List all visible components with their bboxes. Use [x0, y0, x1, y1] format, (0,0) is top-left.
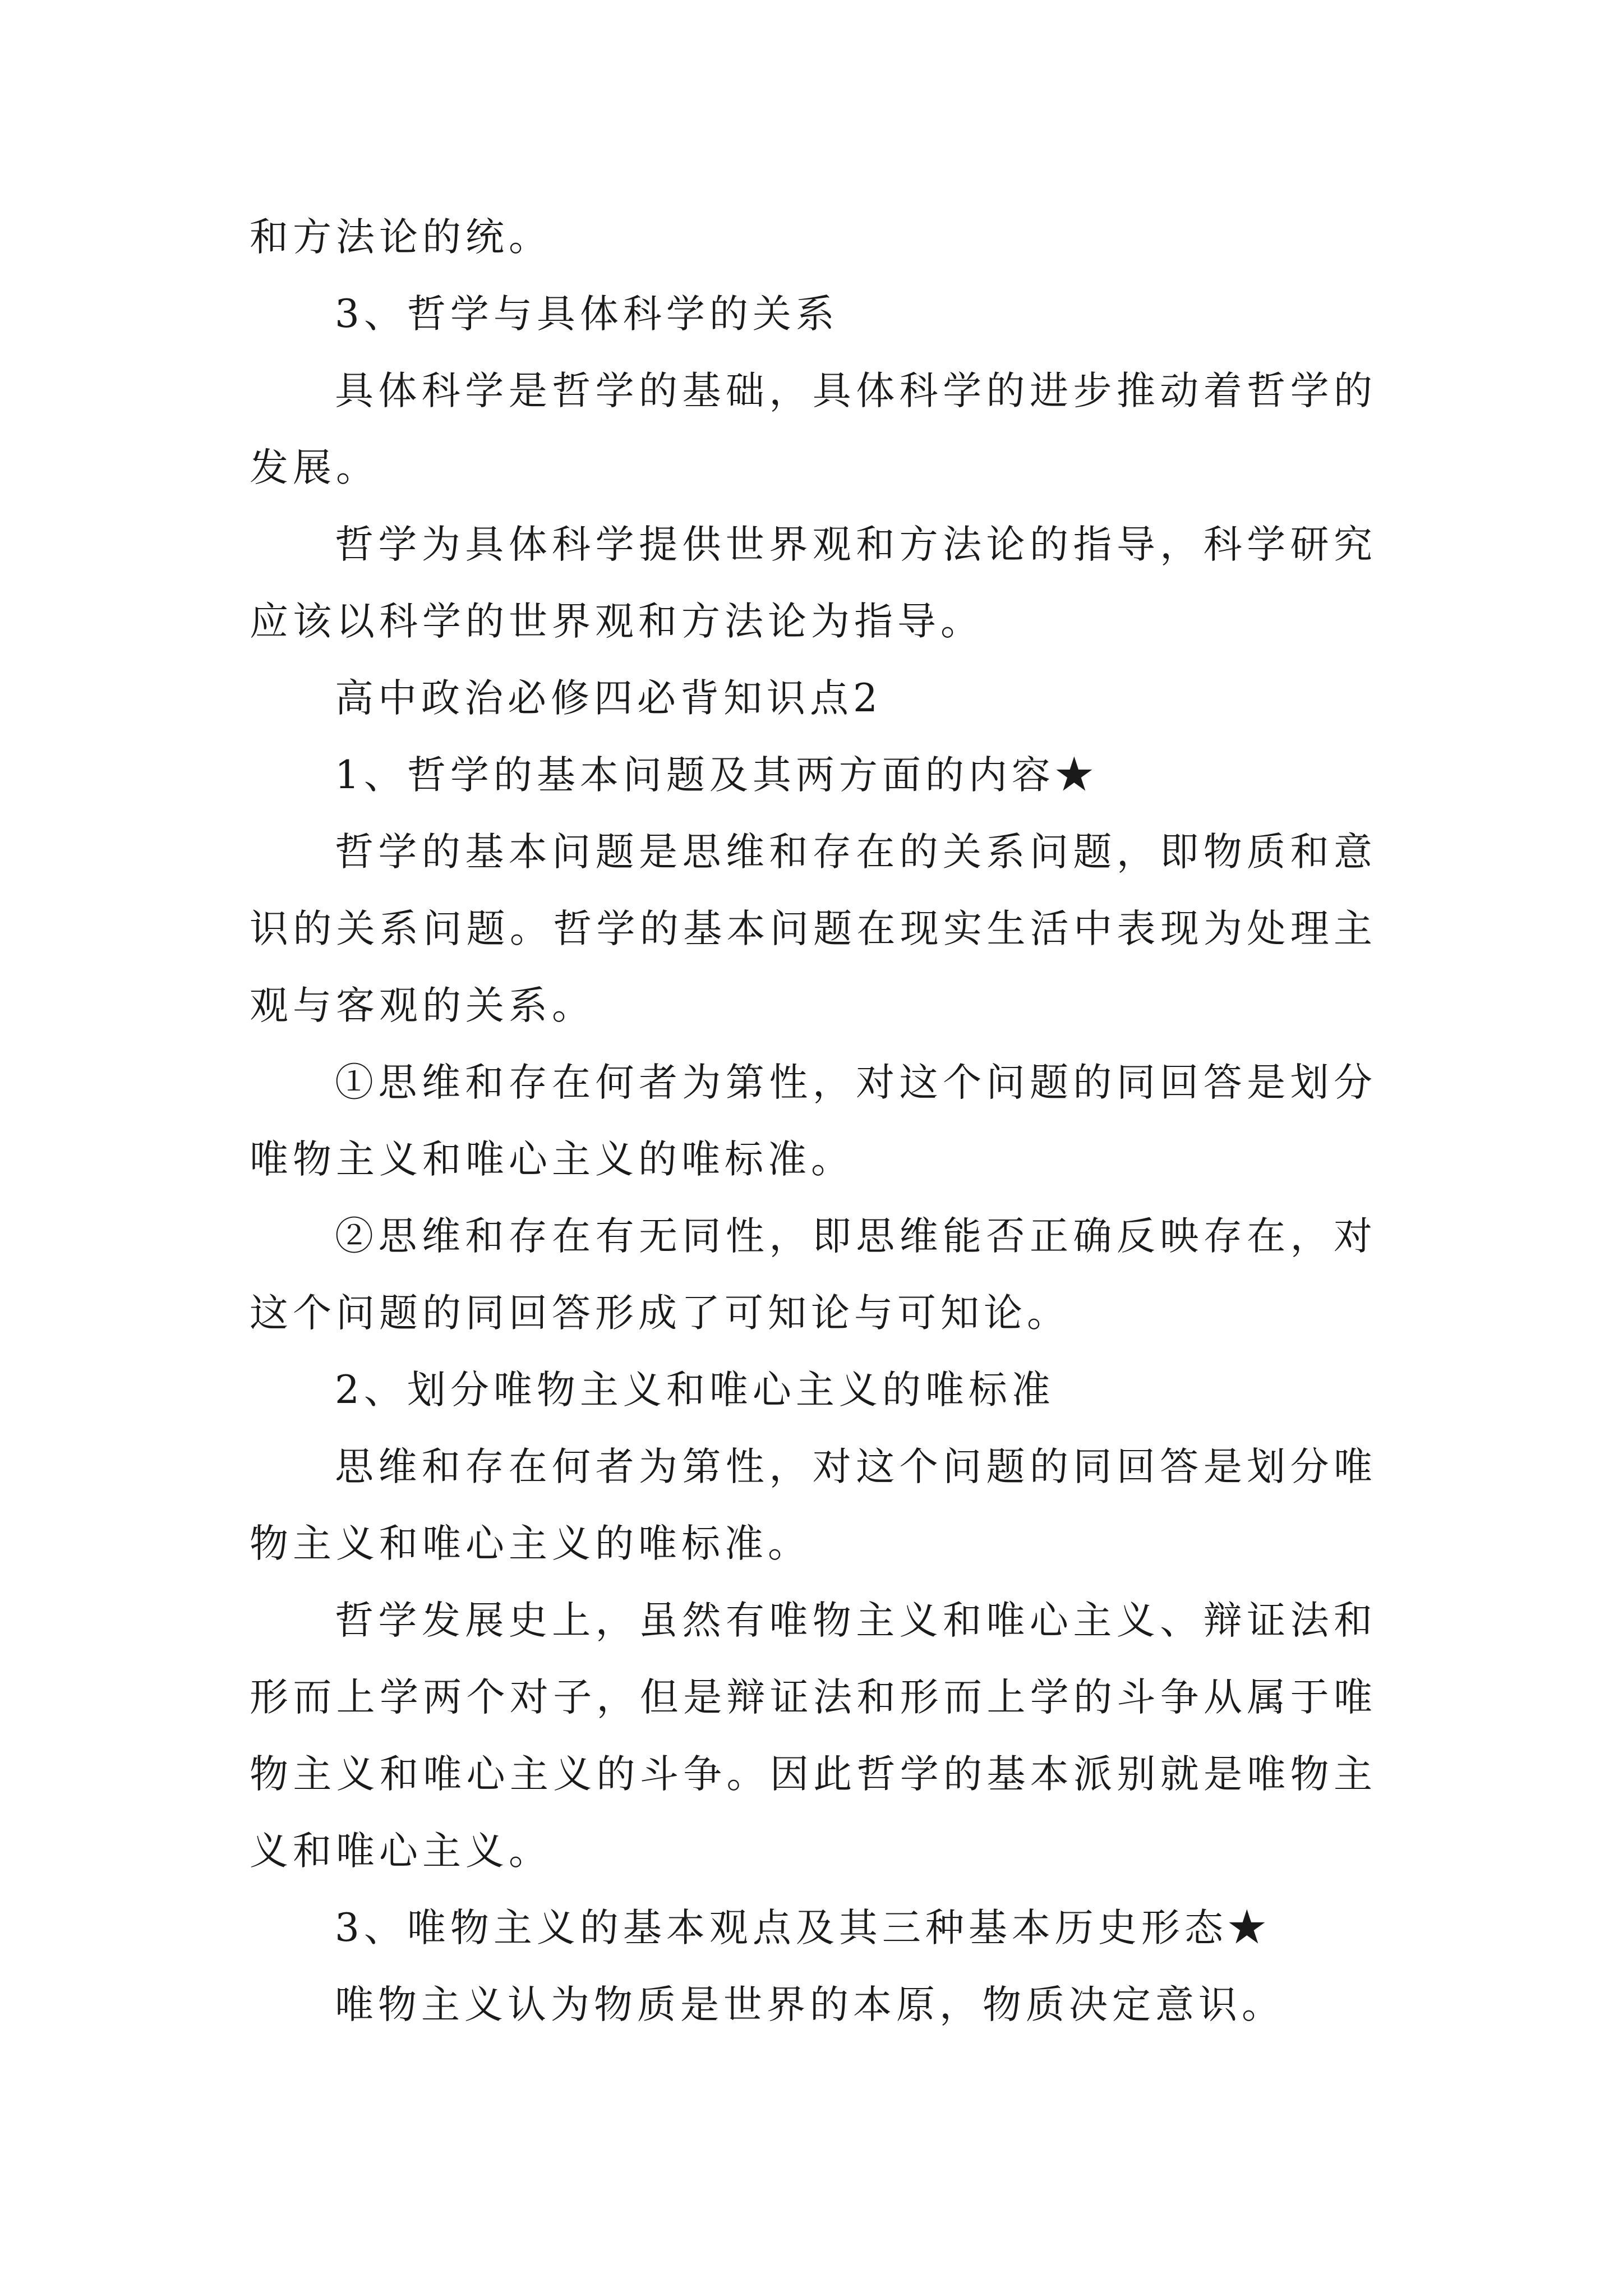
section-title: 高中政治必修四必背知识点2	[335, 676, 882, 721]
paragraph-continuation: 和方法论的统。	[250, 215, 552, 260]
document-page	[250, 199, 1377, 2044]
paragraph: 唯物主义认为物质是世界的本原，物质决定意识。	[335, 1982, 1285, 2027]
list-item: ②思维和存在有无同性，即思维能否正确反映存在，对这个问题的同回答形成了可知论与可知论。	[250, 1214, 1377, 1336]
heading-materialism: 3、唯物主义的基本观点及其三种基本历史形态★	[335, 1906, 1271, 1950]
list-item: ①思维和存在何者为第性，对这个问题的同回答是划分唯物主义和唯心主义的唯标准。	[250, 1060, 1377, 1182]
paragraph: 哲学的基本问题是思维和存在的关系问题，即物质和意识的关系问题。哲学的基本问题在现实生活中表现为处理主观与客观的关系。	[250, 830, 1377, 1028]
heading-basic-question: 1、哲学的基本问题及其两方面的内容★	[335, 753, 1098, 798]
paragraph: 哲学为具体科学提供世界观和方法论的指导，科学研究应该以科学的世界观和方法论为指导。	[250, 522, 1377, 644]
heading-philosophy-and-science: 3、哲学与具体科学的关系	[335, 292, 839, 337]
paragraph: 具体科学是哲学的基础，具体科学的进步推动着哲学的发展。	[250, 369, 1377, 490]
heading-criterion: 2、划分唯物主义和唯心主义的唯标准	[335, 1368, 1055, 1412]
paragraph: 哲学发展史上，虽然有唯物主义和唯心主义、辩证法和形而上学两个对子，但是辩证法和形而上学的斗争从属于唯物主义和唯心主义的斗争。因此哲学的基本派别就是唯物主义和唯心主义。	[250, 1598, 1377, 1874]
paragraph: 思维和存在何者为第性，对这个问题的同回答是划分唯物主义和唯心主义的唯标准。	[250, 1444, 1377, 1566]
